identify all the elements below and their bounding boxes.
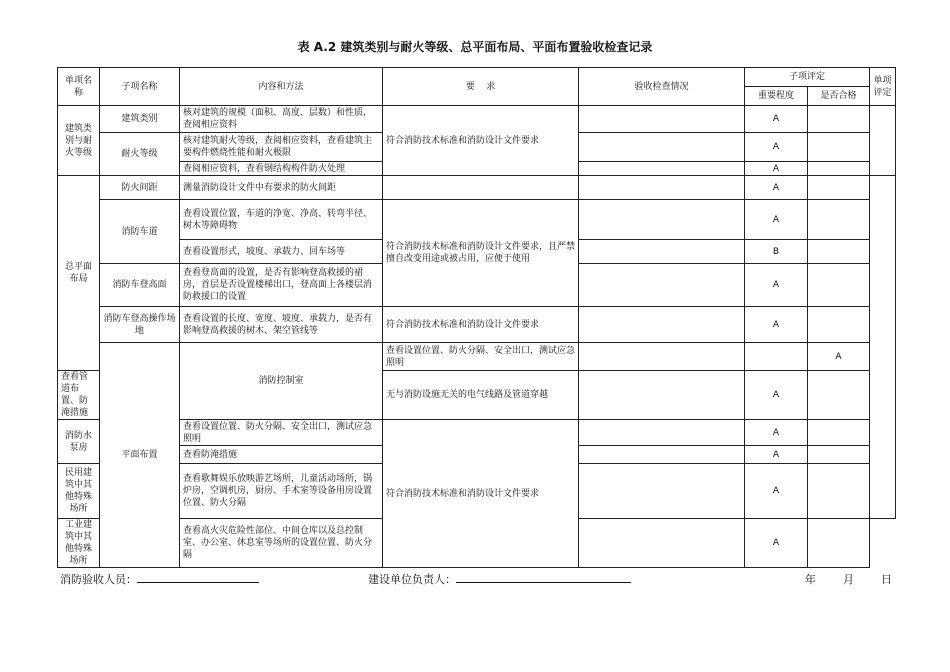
pass-cell[interactable] (808, 200, 870, 240)
importance-cell: A (745, 200, 808, 240)
pass-cell[interactable] (808, 133, 870, 162)
method-cell: 查看设置位置、防火分隔、安全出口，测试应急照明 (180, 420, 383, 446)
sub-pump-room: 消防水泵房 (58, 420, 100, 464)
importance-cell: A (745, 446, 808, 464)
pass-cell[interactable] (808, 307, 870, 343)
check-cell[interactable] (579, 162, 745, 176)
pass-cell[interactable] (808, 519, 870, 568)
pass-cell[interactable] (808, 371, 870, 420)
header-sub-evaluation: 子项评定 (745, 68, 870, 87)
header-check-result: 验收检查情况 (579, 68, 745, 106)
method-cell: 测量消防设计文件中有要求的防火间距 (180, 176, 383, 200)
sub-industrial-special: 工业建筑中其他特殊场所 (58, 519, 100, 568)
header-importance: 重要程度 (745, 87, 808, 106)
sub-building-class: 建筑类别 (100, 106, 180, 133)
requirement-cell: 符合消防技术标准和消防设计文件要求 (383, 307, 579, 343)
importance-cell: A (745, 106, 808, 133)
sub-ascent-site: 消防车登高操作场地 (100, 307, 180, 343)
inspector-signature[interactable] (60, 571, 259, 587)
method-cell: 查看高火灾危险性部位、中间仓库以及总控制室、办公室、休息室等场所的设置位置、防火分隔 (180, 519, 383, 568)
importance-cell: A (808, 343, 870, 371)
requirement-cell: 符合消防技术标准和消防设计文件要求 (383, 420, 579, 568)
importance-cell: A (745, 371, 808, 420)
pass-cell[interactable] (808, 446, 870, 464)
date-day: 日 (881, 573, 892, 586)
group-site-layout: 总平面布局 (58, 176, 100, 371)
check-cell[interactable] (579, 240, 745, 264)
check-cell[interactable] (579, 446, 745, 464)
method-cell: 核对建筑耐火等级，查阅相应资料，查看建筑主要构件燃烧性能和耐火极限 (180, 133, 383, 162)
inspection-record-table (57, 67, 896, 568)
requirement-cell: 符合消防技术标准和消防设计文件要求 (383, 106, 579, 176)
table-title: 表 A.2 建筑类别与耐火等级、总平面布局、平面布置验收检查记录 (297, 40, 653, 54)
importance-cell: A (745, 307, 808, 343)
importance-cell: A (745, 519, 808, 568)
check-cell[interactable] (579, 464, 745, 519)
check-cell[interactable] (579, 133, 745, 162)
check-cell[interactable] (579, 307, 745, 343)
method-cell: 查看防淹措施 (180, 446, 383, 464)
item-eval-cell[interactable] (870, 106, 896, 176)
header-requirement: 要 求 (383, 68, 579, 106)
importance-cell: A (745, 162, 808, 176)
header-method: 内容和方法 (180, 68, 383, 106)
sub-ascent-face: 消防车登高面 (100, 264, 180, 307)
inspector-label: 消防验收人员： (60, 573, 137, 586)
check-cell[interactable] (579, 176, 745, 200)
pass-cell[interactable] (808, 176, 870, 200)
check-cell[interactable] (579, 519, 745, 568)
group-floor-layout: 平面布置 (100, 343, 180, 568)
pass-cell[interactable] (808, 264, 870, 307)
importance-cell: A (745, 264, 808, 307)
method-cell: 查看登高面的设置，是否有影响登高救援的裙房，首层是否设置楼梯出口，登高面上各楼层消防救援口的设置 (180, 264, 383, 307)
method-cell: 查阅相应资料，查看钢结构构件防火处理 (180, 162, 383, 176)
date-year: 年 (805, 573, 816, 586)
check-cell[interactable] (579, 200, 745, 240)
header-item-evaluation: 单项评定 (870, 68, 896, 106)
pass-cell[interactable] (808, 420, 870, 446)
sub-control-room: 消防控制室 (180, 343, 383, 420)
pass-cell[interactable] (808, 106, 870, 133)
importance-cell: A (745, 176, 808, 200)
sub-fire-rating: 耐火等级 (100, 133, 180, 176)
importance-cell: B (745, 240, 808, 264)
owner-label: 建设单位负责人： (368, 573, 456, 586)
method-cell: 查看管道布置、防淹措施 (58, 371, 100, 420)
method-cell: 核对建筑的规模（面积、高度、层数）和性质，查阅相应资料 (180, 106, 383, 133)
importance-cell: A (745, 464, 808, 519)
header-pass: 是否合格 (808, 87, 870, 106)
method-cell: 查看设置的长度、宽度、坡度、承载力，是否有影响登高救援的树木、架空管线等 (180, 307, 383, 343)
pass-cell[interactable] (808, 464, 870, 519)
header-item-name: 单项名称 (58, 68, 100, 106)
sub-fire-lane: 消防车道 (100, 200, 180, 264)
importance-cell: A (745, 420, 808, 446)
check-cell[interactable] (579, 420, 745, 446)
requirement-cell-empty (579, 343, 745, 371)
owner-signature[interactable] (368, 571, 631, 587)
method-cell: 查看设置位置，车道的净宽、净高、转弯半径、树木等障碍物 (180, 200, 383, 240)
group-building-class: 建筑类别与耐火等级 (58, 106, 100, 176)
item-eval-cell[interactable] (870, 176, 896, 519)
method-cell: 查看设置位置、防火分隔、安全出口，测试应急照明 (383, 343, 579, 371)
inspector-signature-line[interactable] (137, 572, 259, 583)
check-cell[interactable] (579, 371, 745, 420)
date-month: 月 (843, 573, 854, 586)
check-cell[interactable] (745, 343, 808, 371)
header-sub-name: 子项名称 (100, 68, 180, 106)
requirement-cell-empty (383, 176, 579, 200)
method-cell: 查看设置形式，坡度、承载力、回车场等 (180, 240, 383, 264)
check-cell[interactable] (579, 106, 745, 133)
sub-fire-spacing: 防火间距 (100, 176, 180, 200)
sub-civil-special: 民用建筑中其他特殊场所 (58, 464, 100, 519)
method-cell: 查看歌舞娱乐放映游艺场所，儿童活动场所，锅炉房，空调机房，厨房、手术室等设备用房设置位置、防火分隔 (180, 464, 383, 519)
requirement-cell: 符合消防技术标准和消防设计文件要求，且严禁擅自改变用途或被占用，应便于使用 (383, 200, 579, 307)
check-cell[interactable] (579, 264, 745, 307)
owner-signature-line[interactable] (456, 572, 631, 583)
pass-cell[interactable] (808, 162, 870, 176)
requirement-cell: 无与消防设施无关的电气线路及管道穿越 (383, 371, 579, 420)
pass-cell[interactable] (808, 240, 870, 264)
importance-cell: A (745, 133, 808, 162)
